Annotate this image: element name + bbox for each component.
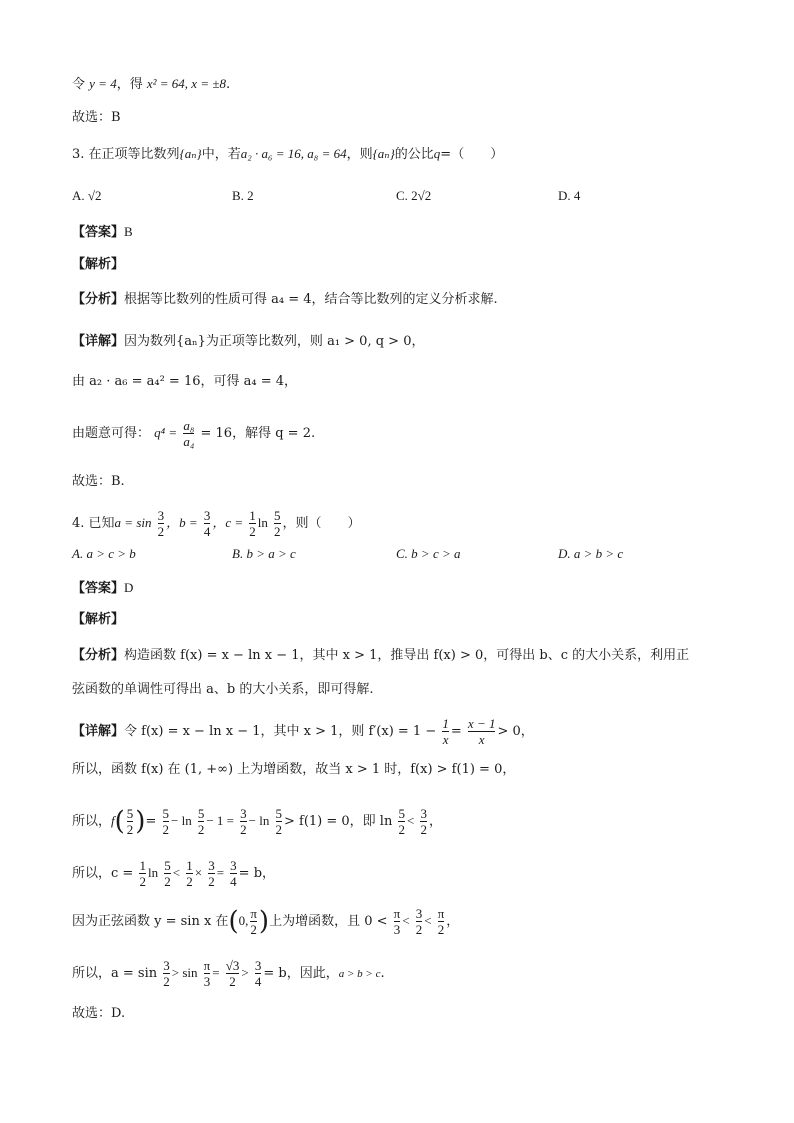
numerator: 5 [164, 858, 171, 873]
paren-open: ( [228, 906, 239, 937]
text: . [380, 966, 385, 981]
q4-option-d: D. a > b > c [558, 546, 624, 561]
denominator: 2 [420, 822, 427, 837]
math: x² = 64, x = ±8 [146, 76, 226, 91]
text: 故选：D. [72, 1006, 126, 1021]
fraction [276, 806, 283, 837]
fraction [249, 508, 256, 539]
numerator: 3 [157, 508, 165, 523]
fraction [226, 958, 240, 989]
math: > [241, 965, 249, 980]
fraction [438, 906, 445, 937]
text: ，则 [346, 147, 373, 162]
jiexi-tag: 【解析】 [72, 612, 125, 627]
math: > sin [171, 965, 198, 980]
denominator: 2 [415, 922, 423, 937]
detail-tag: 【详解】 [72, 334, 125, 349]
math: ，b = [166, 515, 198, 530]
fraction [250, 906, 257, 937]
denominator: 4 [230, 874, 237, 889]
numerator: π [437, 906, 445, 921]
math: = [212, 965, 220, 980]
q4-end [72, 1004, 125, 1024]
text: 所以，函数 f(x) 在 (1, +∞) 上为增函数，故当 x > 1 时，f(x) > f(1) = 0， [72, 762, 516, 777]
answer-choice-line [72, 108, 121, 128]
numerator: 3 [163, 958, 170, 973]
text: 由 a₂ · a₆ = a₄² = 16，可得 a₄ = 4， [72, 374, 298, 389]
q4-option-b: B. b > a > c [232, 546, 296, 561]
fraction [158, 508, 165, 539]
text: 令 f(x) = x − ln x − 1，其中 x > 1，则 f′(x) = 1 − [124, 724, 437, 739]
denominator: 2 [275, 822, 282, 837]
math: < [402, 913, 410, 928]
text: 因为正弦函数 y = sin x 在 [72, 914, 229, 929]
q3-answer [72, 222, 133, 243]
math: < [424, 913, 432, 928]
q4-answer [72, 578, 133, 599]
q3-option-c: C. 2√2 [396, 188, 432, 203]
q4-step-4 [72, 858, 275, 889]
answer-value: B [124, 224, 133, 239]
fraction [416, 906, 423, 937]
answer-tag: 【答案】 [72, 581, 125, 596]
denominator: 2 [162, 822, 169, 837]
q3-option-b: B. 2 [232, 188, 254, 203]
analysis-tag: 【分析】 [72, 292, 125, 307]
q4-step-6 [72, 958, 385, 989]
text: > 0， [497, 724, 534, 739]
fraction [127, 806, 134, 837]
fraction [163, 958, 170, 989]
fraction [274, 508, 281, 539]
paren-close: ) [135, 806, 146, 837]
fraction [204, 958, 211, 989]
denominator: 2 [157, 524, 165, 539]
fraction [398, 806, 405, 837]
fraction [164, 858, 171, 889]
denominator: 3 [203, 974, 211, 989]
text: = b， [238, 866, 276, 881]
math: ln [147, 865, 159, 880]
denominator: 2 [126, 822, 134, 837]
denominator: 2 [226, 973, 240, 989]
math: − 1 = [206, 813, 235, 828]
denominator: x [442, 732, 449, 747]
numerator: π [393, 906, 401, 921]
fraction [394, 906, 401, 937]
denominator: 2 [197, 822, 205, 837]
q4-step-5 [72, 906, 459, 937]
q4-option-a: A. a > c > b [72, 546, 136, 561]
fraction [208, 858, 215, 889]
denominator: 3 [393, 922, 401, 937]
q4-analysis-1 [72, 646, 689, 666]
text: = b，因此， [263, 966, 339, 981]
numerator: 1 [442, 716, 449, 731]
q3-detail [72, 332, 424, 352]
text: 根据等比数列的性质可得 a₄ = 4，结合等比数列的定义分析求解. [124, 292, 498, 307]
jiexi-tag: 【解析】 [72, 257, 125, 272]
q3-end [72, 472, 125, 492]
text: 由题意可得： [72, 426, 151, 441]
text: 上为增函数，且 0 < [269, 914, 388, 929]
text: = [450, 724, 462, 739]
fraction [420, 806, 427, 837]
math: 0, [238, 913, 249, 928]
denominator: 2 [208, 874, 215, 889]
denominator: 2 [274, 524, 281, 539]
text: =（ ） [440, 147, 504, 162]
math: − ln [171, 813, 192, 828]
math: a > b > c [338, 968, 381, 980]
numerator: a₈ [183, 418, 195, 433]
text: 3. 在正项等比数列 [72, 147, 180, 162]
paren-close: ) [258, 906, 270, 937]
q3-analysis [72, 290, 498, 310]
math: = [216, 865, 225, 880]
math: {aₙ} [179, 146, 202, 161]
denominator: 2 [163, 974, 170, 989]
text: 所以， [72, 814, 112, 829]
math: × [194, 865, 203, 880]
answer-value: D [124, 580, 134, 595]
numerator: x − 1 [467, 716, 496, 731]
math: {aₙ} [372, 146, 395, 161]
denominator: 2 [139, 874, 146, 889]
question-4-stem [72, 508, 361, 539]
numerator: 5 [162, 806, 169, 821]
numerator: 5 [274, 508, 281, 523]
text: . [225, 77, 231, 92]
text: 故选：B [72, 110, 121, 125]
text: ，则（ ） [282, 516, 361, 531]
math: q [433, 146, 441, 161]
text: 令 [72, 77, 86, 92]
text: 中，若 [201, 147, 241, 162]
fraction [139, 858, 146, 889]
math: y = 4 [89, 76, 117, 91]
text: ， [446, 914, 460, 929]
numerator: 3 [203, 508, 211, 523]
numerator: √3 [225, 958, 240, 973]
math: ln [257, 515, 268, 530]
numerator: 3 [254, 958, 262, 973]
denominator: 2 [249, 524, 256, 539]
fraction [240, 806, 247, 837]
text: 弦函数的单调性可得出 a、b 的大小关系，即可得解. [72, 682, 374, 697]
q4-step-2 [72, 760, 515, 780]
q4-option-c: C. b > c > a [396, 546, 461, 561]
math: f [111, 813, 115, 828]
text: = 16，解得 q = 2. [200, 426, 316, 441]
q4-detail [72, 716, 534, 747]
text: 因为数列{aₙ}为正项等比数列，则 a₁ > 0, q > 0， [124, 334, 425, 349]
denominator: 2 [437, 922, 445, 937]
numerator: 5 [126, 806, 134, 821]
denominator: x [468, 731, 496, 747]
text: 构造函数 f(x) = x − ln x − 1，其中 x > 1，推导出 f(x) > 0，可得出 b、c 的大小关系，利用正 [124, 648, 690, 663]
math: ，c = [212, 515, 244, 530]
numerator: π [250, 906, 257, 921]
math: a₂ · a₆ = 16, a₈ = 64 [240, 146, 347, 161]
denominator: 2 [240, 822, 247, 837]
q4-step-3 [72, 806, 442, 837]
answer-tag: 【答案】 [72, 225, 125, 240]
denominator: 2 [164, 874, 171, 889]
denominator: 2 [250, 922, 257, 937]
numerator: 5 [197, 806, 205, 821]
denominator: 4 [254, 974, 262, 989]
text: 的公比 [394, 147, 434, 162]
numerator: 5 [398, 806, 405, 821]
numerator: 3 [415, 906, 423, 921]
text: ，得 [116, 77, 143, 92]
numerator: 3 [230, 858, 237, 873]
math: q⁴ = [154, 425, 178, 440]
fraction [255, 958, 262, 989]
q3-option-a: A. √2 [72, 188, 102, 203]
numerator: 3 [240, 806, 247, 821]
solution-line-1 [72, 74, 230, 95]
denominator: 2 [398, 822, 405, 837]
numerator: 1 [186, 858, 193, 873]
fraction [230, 858, 237, 889]
q4-analysis-2 [72, 680, 373, 700]
numerator: 1 [139, 858, 146, 873]
fraction [468, 716, 496, 747]
fraction [163, 806, 170, 837]
analysis-tag: 【分析】 [72, 648, 125, 663]
detail-tag: 【详解】 [72, 724, 125, 739]
numerator: 1 [249, 508, 256, 523]
denominator: a₄ [183, 434, 195, 449]
numerator: 3 [208, 858, 215, 873]
q3-option-d: D. 4 [558, 188, 581, 203]
q3-step-3 [72, 418, 315, 449]
numerator: 5 [275, 806, 282, 821]
text: > f(1) = 0，即 ln [284, 814, 393, 829]
numerator: π [203, 958, 211, 973]
text: ， [428, 814, 442, 829]
fraction [204, 508, 211, 539]
numerator: 3 [420, 806, 427, 821]
math: < [172, 865, 181, 880]
q3-jiexi [72, 255, 124, 275]
fraction [186, 858, 193, 889]
fraction [442, 716, 449, 747]
text: 4. 已知 [72, 516, 115, 531]
text: = [145, 814, 157, 829]
math: a = sin [114, 515, 152, 530]
q3-step-2 [72, 372, 297, 392]
math: − ln [248, 813, 270, 828]
paren-open: ( [114, 806, 125, 837]
denominator: 2 [186, 874, 193, 889]
question-3-stem [72, 144, 503, 165]
math: < [406, 813, 415, 828]
text: 所以，c = [72, 866, 134, 881]
text: 所以，a = sin [72, 966, 158, 981]
fraction [198, 806, 205, 837]
q4-jiexi [72, 610, 124, 630]
fraction [183, 418, 194, 449]
denominator: 4 [203, 524, 211, 539]
text: 故选：B. [72, 474, 125, 489]
